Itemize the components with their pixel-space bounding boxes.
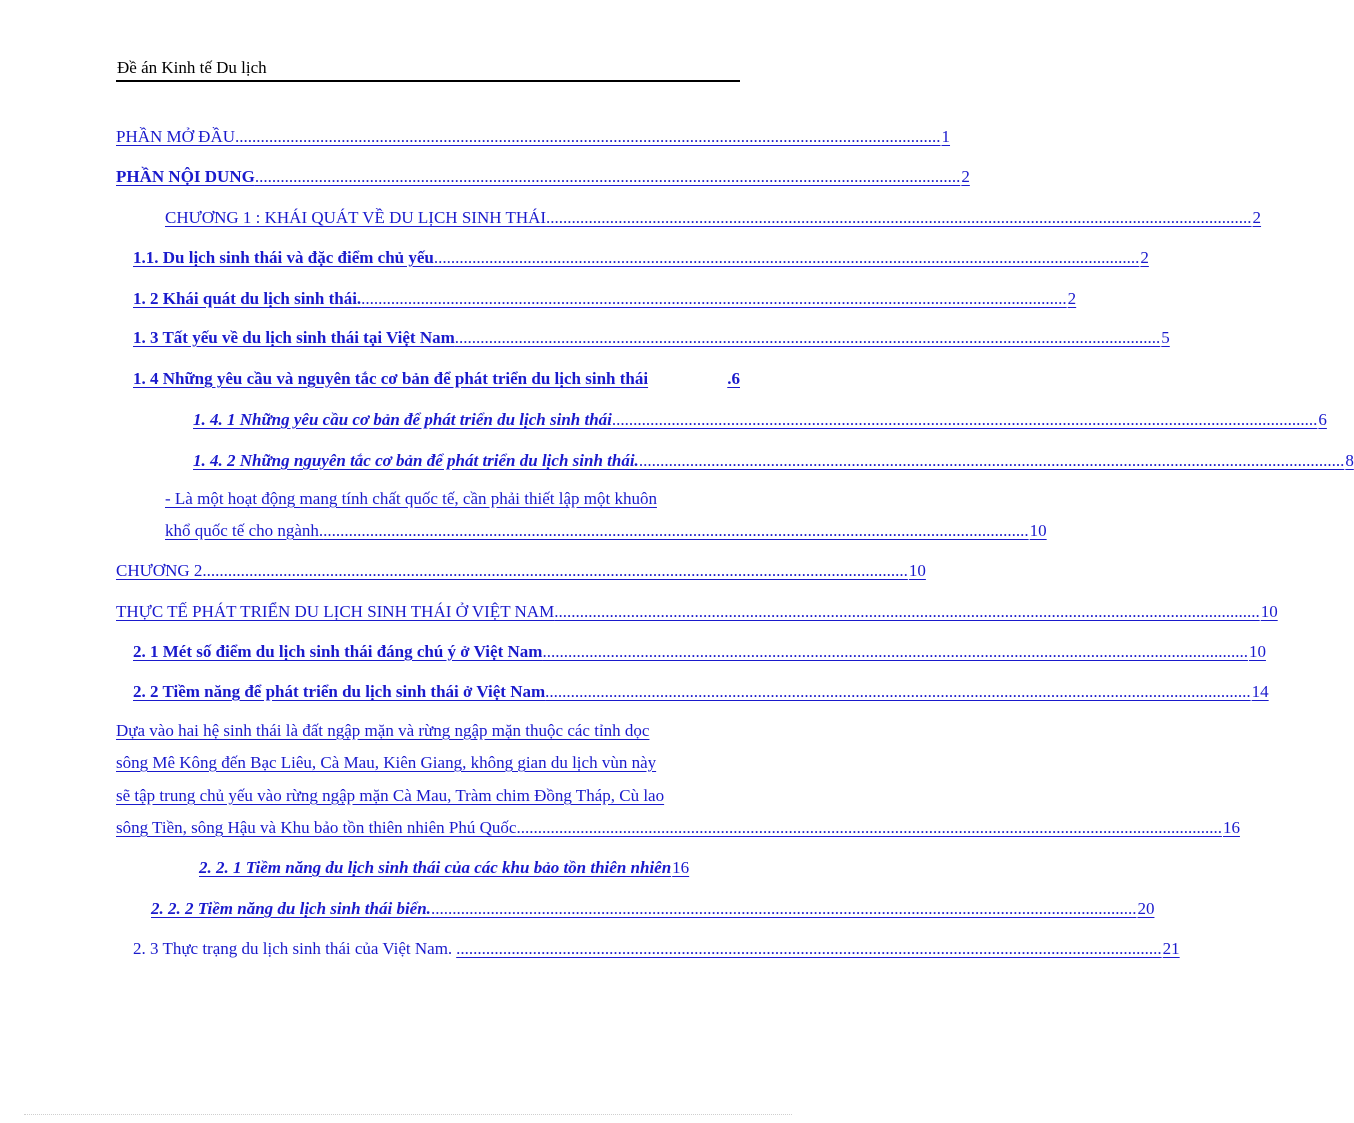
toc-page-number: 10 bbox=[1260, 602, 1278, 621]
toc-entry-label: 2. 2 Tiềm năng để phát triển du lịch sinh thái ở Việt Nam bbox=[133, 682, 546, 701]
toc-page-number: 16 bbox=[1222, 818, 1240, 837]
toc-entry-2-3[interactable] bbox=[133, 939, 1180, 959]
toc-entry-label: THỰC TẾ PHÁT TRIỂN DU LỊCH SINH THÁI Ở VIỆT NAM bbox=[116, 602, 555, 621]
toc-page-number: 14 bbox=[1251, 682, 1269, 701]
toc-leader: ...................................................................................................................................................................... bbox=[361, 289, 1067, 308]
toc-entry-label: 2. 1 Mét số điểm du lịch sinh thái đáng chú ý ở Việt Nam bbox=[133, 642, 543, 661]
toc-page-number: 10 bbox=[1248, 642, 1266, 661]
toc-leader: ...................................................................................................................................................................... bbox=[545, 682, 1251, 701]
toc-leader: ...................................................................................................................................................................... bbox=[546, 208, 1252, 227]
toc-page-number: 2 bbox=[1067, 289, 1077, 308]
toc-entry-2-2-1[interactable] bbox=[151, 858, 751, 878]
toc-entry-label: 1. 4. 1 Những yêu cầu cơ bản để phát triển du lịch sinh thái bbox=[193, 410, 612, 429]
toc-entry-label: CHƯƠNG 2 bbox=[116, 561, 203, 580]
toc-entry-international-framework-line-2[interactable] bbox=[165, 521, 1047, 541]
toc-entry-chapter-2[interactable] bbox=[116, 561, 926, 581]
toc-page-number: .6 bbox=[727, 369, 740, 388]
toc-entry-label: 1.1. Du lịch sinh thái và đặc điểm chủ yếu bbox=[133, 248, 434, 267]
toc-entry-label: 1. 4 Những yêu cầu và nguyên tắc cơ bản để phát triển du lịch sinh thái bbox=[133, 369, 649, 388]
toc-page-number: 5 bbox=[1161, 328, 1170, 347]
toc-entry-label: 1. 3 Tất yếu về du lịch sinh thái tại Việt Nam bbox=[133, 328, 455, 347]
toc-leader: ...................................................................................................................................................................... bbox=[433, 248, 1140, 267]
toc-entry-label: 2. 3 Thực trạng du lịch sinh thái của Việt Nam. bbox=[133, 939, 453, 958]
toc-page-number: 2 bbox=[961, 167, 970, 186]
toc-page-number: 20 bbox=[1137, 899, 1155, 918]
toc-entry-intro[interactable] bbox=[116, 127, 951, 147]
toc-entry-2-1[interactable] bbox=[133, 642, 1266, 662]
toc-entry-label: khổ quốc tế cho ngành. bbox=[165, 521, 324, 540]
toc-entry-1-3[interactable] bbox=[133, 328, 1170, 348]
toc-entry-main-content[interactable] bbox=[116, 167, 970, 187]
toc-leader: ...................................................................................................................................................................... bbox=[235, 127, 941, 146]
toc-entry-2-2[interactable] bbox=[133, 682, 1269, 702]
toc-page-number: 2 bbox=[1252, 208, 1262, 227]
page-bottom-divider bbox=[24, 1114, 792, 1115]
toc-leader: ...................................................................................................................................................................... bbox=[554, 602, 1260, 621]
toc-entry-label: PHẦN NỘI DUNG bbox=[116, 167, 255, 186]
toc-leader: ...................................................................................................................................................................... bbox=[456, 939, 1162, 958]
toc-entry-1-1[interactable] bbox=[133, 248, 1149, 268]
toc-leader: ...................................................................................................................................................................... bbox=[430, 899, 1137, 918]
toc-page-number: 16 bbox=[672, 858, 690, 877]
toc-page-number: 8 bbox=[1345, 451, 1354, 470]
toc-leader: ...................................................................................................................................................................... bbox=[542, 642, 1248, 661]
document-title: Đề án Kinh tế Du lịch bbox=[117, 58, 267, 77]
page-header bbox=[116, 56, 740, 82]
toc-entry-label: - Là một hoạt động mang tính chất quốc tế, cần phải thiết lập một khuôn bbox=[165, 489, 657, 508]
toc-entry-label: Dựa vào hai hệ sinh thái là đất ngập mặn và rừng ngập mặn thuộc các tỉnh dọc bbox=[116, 721, 650, 740]
toc-page-number: 10 bbox=[908, 561, 926, 580]
toc-page-number: 6 bbox=[1318, 410, 1327, 429]
toc-entry-chapter-1[interactable] bbox=[165, 208, 1262, 228]
toc-entry-label: sông Mê Kông đến Bạc Liêu, Cà Mau, Kiên Giang, không gian du lịch vùn này bbox=[116, 753, 657, 772]
toc-entry-1-4-2[interactable] bbox=[151, 451, 1354, 471]
toc-entry-label: 1. 4. 2 Những nguyên tắc cơ bản để phát triển du lịch sinh thái. bbox=[193, 451, 639, 470]
toc-entry-mekong-paragraph-line-3[interactable] bbox=[116, 786, 746, 806]
toc-entry-1-4-1[interactable] bbox=[151, 410, 1327, 430]
toc-leader: ...................................................................................................................................................................... bbox=[454, 328, 1161, 347]
toc-entry-label: sẽ tập trung chủ yếu vào rừng ngập mặn Cà Mau, Tràm chim Đồng Tháp, Cù lao bbox=[116, 786, 665, 805]
toc-entry-2-2-2[interactable] bbox=[151, 899, 1155, 919]
toc-page-number: 21 bbox=[1162, 939, 1180, 958]
toc-leader: ...................................................................................................................................................................... bbox=[516, 818, 1222, 837]
toc-entry-label: CHƯƠNG 1 : KHÁI QUÁT VỀ DU LỊCH SINH THÁI bbox=[165, 208, 547, 227]
toc-entry-mekong-paragraph-line-2[interactable] bbox=[116, 753, 736, 773]
toc-entry-1-2[interactable] bbox=[133, 289, 1077, 309]
toc-leader: ...................................................................................................................................................................... bbox=[254, 167, 961, 186]
toc-leader: ...................................................................................................................................................................... bbox=[202, 561, 908, 580]
toc-page-number: 2 bbox=[1140, 248, 1149, 267]
toc-leader: ...................................................................................................................................................................... bbox=[323, 521, 1029, 540]
toc-entry-mekong-paragraph-line-1[interactable] bbox=[116, 721, 728, 741]
toc-entry-label: sông Tiền, sông Hậu và Khu bảo tồn thiên nhiên Phú Quốc bbox=[116, 818, 517, 837]
toc-entry-1-4[interactable] bbox=[133, 369, 740, 389]
toc-entry-label: PHẦN MỞ ĐẦU bbox=[116, 127, 236, 146]
toc-entry-label: 1. 2 Khái quát du lịch sinh thái. bbox=[133, 289, 362, 308]
toc-page-number: 10 bbox=[1029, 521, 1047, 540]
toc-entry-label: 2. 2. 1 Tiềm năng du lịch sinh thái của các khu bảo tồn thiên nhiên bbox=[199, 858, 672, 877]
toc-entry-international-framework-line-1[interactable] bbox=[165, 489, 735, 509]
toc-leader: ...................................................................................................................................................................... bbox=[638, 451, 1345, 470]
toc-page-number: 1 bbox=[941, 127, 951, 146]
toc-entry-mekong-paragraph-line-4[interactable] bbox=[116, 818, 1240, 838]
toc-leader: ...................................................................................................................................................................... bbox=[611, 410, 1318, 429]
toc-entry-chapter-2-title[interactable] bbox=[116, 602, 1278, 622]
toc-entry-label: 2. 2. 2 Tiềm năng du lịch sinh thái biển. bbox=[151, 899, 431, 918]
